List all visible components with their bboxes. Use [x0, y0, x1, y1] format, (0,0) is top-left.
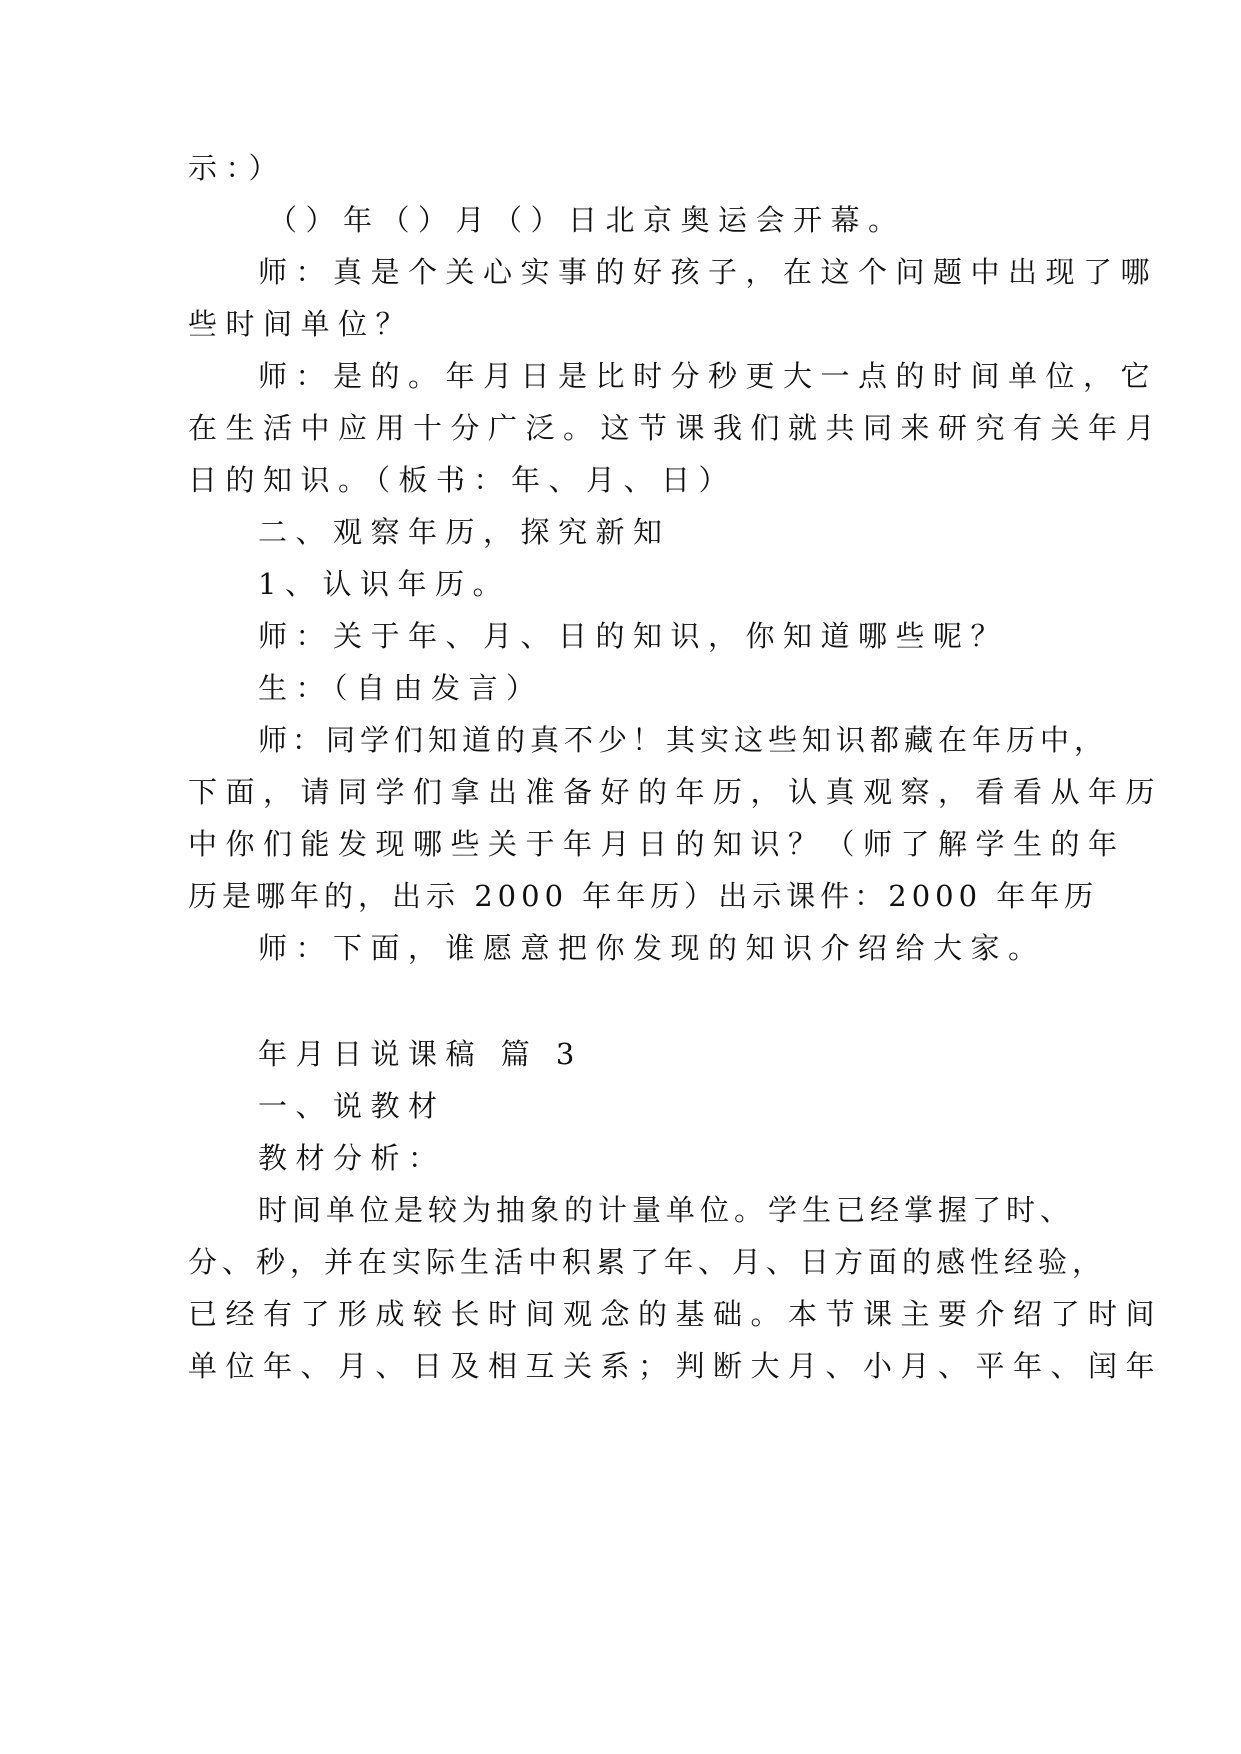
text-line-15: 历是哪年的，出示 2000 年年历）出示课件：2000 年年历	[188, 879, 1099, 913]
text-line-11: 生：（自由发言）	[258, 671, 544, 705]
text-line-14: 中你们能发现哪些关于年月日的知识？（师了解学生的年	[188, 827, 1126, 861]
text-line-22: 已经有了形成较长时间观念的基础。本节课主要介绍了时间	[188, 1297, 1164, 1331]
text-line-20: 时间单位是较为抽象的计量单位。学生已经掌握了时、	[258, 1193, 1075, 1227]
text-line-1: 示：）	[188, 151, 287, 185]
text-line-21: 分、秒，并在实际生活中积累了年、月、日方面的感性经验，	[188, 1245, 1107, 1279]
text-line-3: 师：真是个关心实事的好孩子，在这个问题中出现了哪	[258, 255, 1159, 289]
text-line-12: 师：同学们知道的真不少！其实这些知识都藏在年历中，	[258, 723, 1109, 757]
text-line-2: （）年（）月（）日北京奥运会开幕。	[268, 203, 906, 237]
text-line-9: 1、认识年历。	[258, 567, 510, 601]
subheading-analysis: 教材分析：	[258, 1141, 446, 1175]
text-line-5: 师：是的。年月日是比时分秒更大一点的时间单位，它	[258, 359, 1159, 393]
section-title: 年月日说课稿 篇 3	[258, 1037, 583, 1071]
text-line-23: 单位年、月、日及相互关系；判断大月、小月、平年、闰年	[188, 1349, 1164, 1383]
text-line-16: 师：下面，谁愿意把你发现的知识介绍给大家。	[258, 931, 1046, 965]
section-heading-textbook: 一、说教材	[258, 1089, 446, 1123]
text-line-10: 师：关于年、月、日的知识，你知道哪些呢？	[258, 619, 1009, 653]
text-line-13: 下面，请同学们拿出准备好的年历，认真观察，看看从年历	[188, 775, 1164, 809]
text-line-6: 在生活中应用十分广泛。这节课我们就共同来研究有关年月	[188, 411, 1164, 445]
section-heading-observe: 二、观察年历，探究新知	[258, 515, 671, 549]
text-line-7: 日的知识。（板书：年、月、日）	[188, 463, 737, 497]
text-line-4: 些时间单位？	[188, 307, 414, 341]
